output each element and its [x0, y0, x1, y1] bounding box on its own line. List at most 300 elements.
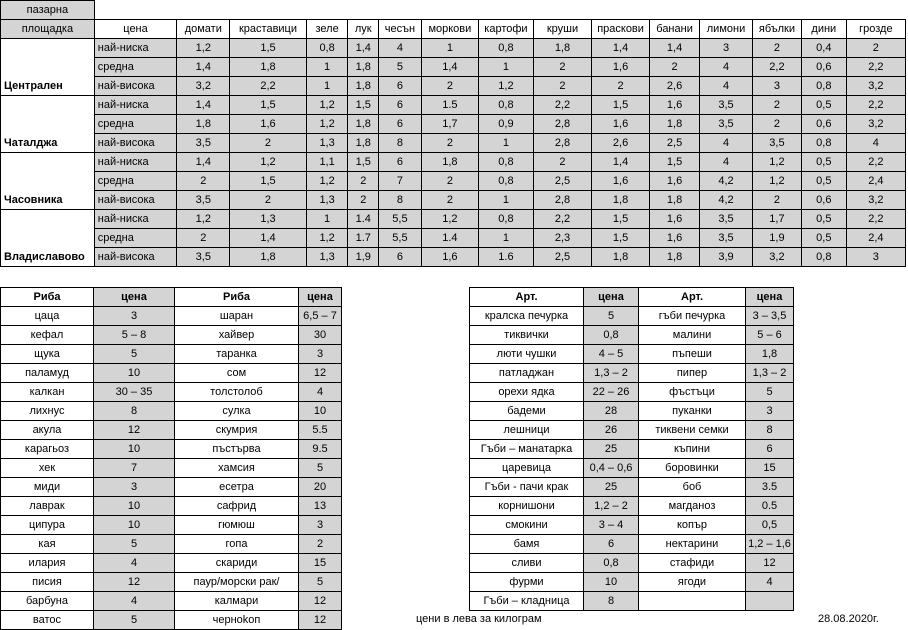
price-cell: 0,5 [801, 153, 846, 172]
table-row [1, 153, 906, 172]
article-name: царевица [470, 459, 584, 478]
price-cell: 1,4 [230, 229, 306, 248]
article-name: ягоди [639, 573, 746, 592]
price-cell: 2,4 [846, 229, 905, 248]
article-price: 5 [584, 307, 639, 326]
price-cell: 2 [177, 172, 230, 191]
fish-name: хек [1, 459, 94, 478]
fish-name: сафрид [175, 497, 299, 516]
price-cell: 1,2 [306, 96, 348, 115]
table-row [1, 115, 906, 134]
table-row [470, 459, 794, 478]
price-cell: 2,6 [650, 77, 700, 96]
price-cell: 1,8 [650, 248, 700, 267]
fish-name: кая [1, 535, 94, 554]
market-name: Централен [1, 39, 95, 96]
article-name: патладжан [470, 364, 584, 383]
price-cell: 2,2 [846, 210, 905, 229]
table-row [1, 210, 906, 229]
article-name: боровинки [639, 459, 746, 478]
price-cell: 1,4 [592, 153, 650, 172]
table-row [470, 554, 794, 573]
price-cell: 1 [478, 58, 533, 77]
price-cell: 1,8 [592, 191, 650, 210]
price-cell: 0,8 [478, 96, 533, 115]
price-cell: 2,8 [533, 191, 591, 210]
article-price: 3.5 [746, 478, 794, 497]
price-cell: 2 [348, 191, 379, 210]
price-cell: 1,6 [592, 115, 650, 134]
fish-price-header: цена [94, 288, 175, 307]
price-cell: 3 [753, 77, 802, 96]
table-row [1, 191, 906, 210]
price-cell: 3,2 [846, 77, 905, 96]
price-cell: 2 [230, 191, 306, 210]
article-price: 1,3 – 2 [584, 364, 639, 383]
table-row [1, 459, 342, 478]
price-cell: 1,8 [650, 191, 700, 210]
table-row [1, 516, 342, 535]
price-cell: 1,2 [753, 153, 802, 172]
price-cell: 1,6 [421, 248, 478, 267]
price-cell: 2 [421, 134, 478, 153]
article-name: Гъби - пачи крак [470, 478, 584, 497]
fish-price: 9.5 [299, 440, 342, 459]
price-cell: 1,5 [592, 210, 650, 229]
fish-name: скумрия [175, 421, 299, 440]
product-header: краставици [230, 20, 306, 39]
price-cell: 5,5 [379, 210, 422, 229]
table-row [470, 516, 794, 535]
date-note: 28.08.2020г. [818, 613, 879, 625]
price-cell: 1,8 [421, 153, 478, 172]
price-level: най-висока [94, 134, 177, 153]
price-cell: 0,6 [801, 58, 846, 77]
price-cell: 2,8 [533, 134, 591, 153]
article-name: бамя [470, 535, 584, 554]
article-name: нектарини [639, 535, 746, 554]
article-price: 28 [584, 402, 639, 421]
price-cell: 6 [379, 248, 422, 267]
price-cell: 5 [379, 58, 422, 77]
fish-name: паламуд [1, 364, 94, 383]
price-cell: 1,3 [306, 248, 348, 267]
article-name: тиквени семки [639, 421, 746, 440]
price-cell: 1,4 [177, 58, 230, 77]
articles-price-table [469, 287, 794, 611]
price-cell: 1,4 [348, 39, 379, 58]
table-row [1, 172, 906, 191]
price-cell: 1,2 [306, 172, 348, 191]
fish-price-header: цена [299, 288, 342, 307]
product-header: чесън [379, 20, 422, 39]
price-cell: 2,2 [533, 210, 591, 229]
price-cell: 1,3 [306, 134, 348, 153]
price-cell: 3,5 [753, 134, 802, 153]
table-row [1, 77, 906, 96]
fish-price: 5.5 [299, 421, 342, 440]
fish-price: 4 [94, 592, 175, 611]
fish-name: лихнус [1, 402, 94, 421]
table-row [1, 554, 342, 573]
price-level: най-ниска [94, 39, 177, 58]
price-cell: 2,2 [230, 77, 306, 96]
price-level: средна [94, 172, 177, 191]
price-cell: 0,8 [801, 248, 846, 267]
price-level: най-висока [94, 191, 177, 210]
fish-name: цаца [1, 307, 94, 326]
fish-name: пъстърва [175, 440, 299, 459]
price-cell: 2 [846, 39, 905, 58]
price-cell: 2 [177, 229, 230, 248]
article-name: люти чушки [470, 345, 584, 364]
unit-note: цени в лева за килограм [416, 613, 542, 625]
article-price: 0,8 [584, 554, 639, 573]
table-row [1, 96, 906, 115]
article-name: корнишони [470, 497, 584, 516]
price-cell: 1,2 [177, 39, 230, 58]
table-row [1, 229, 906, 248]
price-cell: 6 [379, 115, 422, 134]
price-cell: 1,2 [230, 153, 306, 172]
article-price: 8 [746, 421, 794, 440]
price-cell: 5,5 [379, 229, 422, 248]
article-name: фъстъци [639, 383, 746, 402]
price-cell: 2,4 [846, 172, 905, 191]
fish-price: 12 [299, 364, 342, 383]
price-cell: 2 [533, 58, 591, 77]
price-cell: 1,7 [753, 210, 802, 229]
table-row [470, 364, 794, 383]
price-cell: 1,6 [592, 172, 650, 191]
price-cell: 1 [478, 191, 533, 210]
table-row [1, 364, 342, 383]
price-level-header: цена [94, 20, 177, 39]
product-header: ябълки [753, 20, 802, 39]
price-cell: 6 [379, 77, 422, 96]
article-price: 15 [746, 459, 794, 478]
fish-price: 10 [94, 497, 175, 516]
price-cell: 1,5 [348, 96, 379, 115]
fish-price: 20 [299, 478, 342, 497]
fish-name: акула [1, 421, 94, 440]
table-row [1, 248, 906, 267]
price-level: средна [94, 58, 177, 77]
price-cell: 2 [753, 96, 802, 115]
price-cell: 0,6 [801, 115, 846, 134]
market-price-table [0, 0, 906, 267]
price-cell: 3,5 [700, 210, 753, 229]
article-price: 3 – 4 [584, 516, 639, 535]
price-cell: 2,8 [533, 115, 591, 134]
fish-price: 2 [299, 535, 342, 554]
price-cell: 1,2 [753, 172, 802, 191]
price-cell: 1,7 [421, 115, 478, 134]
price-cell: 0,8 [801, 134, 846, 153]
price-cell: 1,3 [306, 191, 348, 210]
table-row [470, 478, 794, 497]
price-cell: 1,4 [421, 58, 478, 77]
article-price: 1,2 – 2 [584, 497, 639, 516]
price-cell: 4 [700, 134, 753, 153]
price-cell: 3,5 [177, 134, 230, 153]
price-cell: 1,5 [230, 172, 306, 191]
table-row [1, 573, 342, 592]
price-cell: 1 [478, 229, 533, 248]
price-cell: 1,4 [592, 39, 650, 58]
table-row [1, 383, 342, 402]
article-price: 25 [584, 478, 639, 497]
price-cell: 0,8 [478, 153, 533, 172]
table-row [1, 535, 342, 554]
article-price: 0.5 [746, 497, 794, 516]
price-cell: 3,2 [753, 248, 802, 267]
article-name: смокини [470, 516, 584, 535]
fish-name: илария [1, 554, 94, 573]
price-cell: 2,5 [533, 248, 591, 267]
article-price: 1,2 – 1,6 [746, 535, 794, 554]
table-row [470, 440, 794, 459]
price-cell: 0,8 [478, 172, 533, 191]
price-cell: 0,4 [801, 39, 846, 58]
price-cell: 1,6 [650, 210, 700, 229]
table-row [470, 573, 794, 592]
article-name: пъпеши [639, 345, 746, 364]
product-header: грозде [846, 20, 905, 39]
article-name: пипер [639, 364, 746, 383]
article-price: 3 [746, 402, 794, 421]
fish-name: шаран [175, 307, 299, 326]
table-row [470, 402, 794, 421]
article-name: кралска печурка [470, 307, 584, 326]
fish-price: 5 [94, 611, 175, 630]
fish-name: таранка [175, 345, 299, 364]
fish-name: калмари [175, 592, 299, 611]
article-name: къпини [639, 440, 746, 459]
article-price-header: цена [746, 288, 794, 307]
article-price: 4 [746, 573, 794, 592]
article-price: 0,4 – 0,6 [584, 459, 639, 478]
price-cell: 2,3 [533, 229, 591, 248]
price-cell: 2 [421, 191, 478, 210]
fish-price: 4 [299, 383, 342, 402]
fish-price: 5 [299, 459, 342, 478]
product-header: зеле [306, 20, 348, 39]
fish-price: 15 [299, 554, 342, 573]
price-cell: 3,5 [700, 96, 753, 115]
table-row [1, 58, 906, 77]
fish-name: ватос [1, 611, 94, 630]
table-row [470, 535, 794, 554]
price-level: най-ниска [94, 153, 177, 172]
article-name [639, 592, 746, 611]
price-cell: 2 [421, 77, 478, 96]
product-header: моркови [421, 20, 478, 39]
price-cell: 7 [379, 172, 422, 191]
price-cell: 2 [533, 77, 591, 96]
price-cell: 0,9 [478, 115, 533, 134]
fish-name: кефал [1, 326, 94, 345]
fish-price: 30 [299, 326, 342, 345]
article-name: Гъби – кладница [470, 592, 584, 611]
article-price: 0,5 [746, 516, 794, 535]
table-row [1, 307, 342, 326]
fish-price: 3 [94, 478, 175, 497]
fish-price: 7 [94, 459, 175, 478]
article-name: малини [639, 326, 746, 345]
market-name: Чаталджа [1, 96, 95, 153]
article-name: сливи [470, 554, 584, 573]
product-header: картофи [478, 20, 533, 39]
article-name: бадеми [470, 402, 584, 421]
price-cell: 3,2 [177, 77, 230, 96]
article-name: копър [639, 516, 746, 535]
fish-price: 12 [94, 421, 175, 440]
fish-name: щука [1, 345, 94, 364]
article-price: 26 [584, 421, 639, 440]
price-cell: 1,4 [177, 153, 230, 172]
price-cell: 3,5 [177, 191, 230, 210]
article-price: 4 – 5 [584, 345, 639, 364]
price-cell: 1,2 [306, 229, 348, 248]
table-row [470, 383, 794, 402]
fish-name: барбуна [1, 592, 94, 611]
article-price: 22 – 26 [584, 383, 639, 402]
price-cell: 2 [753, 191, 802, 210]
fish-price: 30 – 35 [94, 383, 175, 402]
price-cell: 3 [700, 39, 753, 58]
article-name: магданоз [639, 497, 746, 516]
product-header: домати [177, 20, 230, 39]
article-price: 8 [584, 592, 639, 611]
price-cell: 1.5 [421, 96, 478, 115]
table-row [470, 307, 794, 326]
article-price: 6 [584, 535, 639, 554]
price-cell: 2 [533, 153, 591, 172]
price-cell: 4,2 [700, 172, 753, 191]
article-price: 1,3 – 2 [746, 364, 794, 383]
table-row [470, 497, 794, 516]
price-cell: 1,8 [348, 134, 379, 153]
fish-name: калкан [1, 383, 94, 402]
fish-name: черноkоп [175, 611, 299, 630]
price-cell: 1,6 [650, 96, 700, 115]
price-cell: 0,8 [306, 39, 348, 58]
header-row-1 [1, 1, 906, 20]
fish-price: 10 [94, 364, 175, 383]
price-cell: 0,8 [478, 210, 533, 229]
table-row [1, 478, 342, 497]
price-cell: 2,2 [846, 58, 905, 77]
table-row [1, 326, 342, 345]
table-row [470, 326, 794, 345]
price-cell: 4 [700, 153, 753, 172]
price-cell: 2 [348, 172, 379, 191]
price-cell: 6 [379, 96, 422, 115]
price-level: най-ниска [94, 96, 177, 115]
fish-price: 5 [94, 535, 175, 554]
table-row [1, 134, 906, 153]
price-cell: 1.4 [348, 210, 379, 229]
price-cell: 2 [230, 134, 306, 153]
table-row [1, 345, 342, 364]
fish-name: писия [1, 573, 94, 592]
price-cell: 0,8 [478, 39, 533, 58]
price-cell: 1,6 [230, 115, 306, 134]
price-cell: 1,4 [177, 96, 230, 115]
article-price: 10 [584, 573, 639, 592]
article-price: 5 – 6 [746, 326, 794, 345]
price-cell: 2,2 [533, 96, 591, 115]
fish-price: 4 [94, 554, 175, 573]
product-header: дини [801, 20, 846, 39]
price-cell: 2,6 [592, 134, 650, 153]
price-cell: 1,8 [230, 248, 306, 267]
price-cell: 2,2 [846, 153, 905, 172]
price-cell: 1,8 [348, 115, 379, 134]
table-row [1, 421, 342, 440]
article-name: боб [639, 478, 746, 497]
article-price: 5 [746, 383, 794, 402]
fish-name: лаврак [1, 497, 94, 516]
fish-name: хайвер [175, 326, 299, 345]
article-price: 6 [746, 440, 794, 459]
price-level: най-висока [94, 77, 177, 96]
article-name: фурми [470, 573, 584, 592]
price-cell: 4 [700, 58, 753, 77]
price-cell: 1,2 [177, 210, 230, 229]
article-name: гъби печурка [639, 307, 746, 326]
fish-name: миди [1, 478, 94, 497]
fish-price: 8 [94, 402, 175, 421]
fish-name: сом [175, 364, 299, 383]
article-col-header: Арт. [470, 288, 584, 307]
price-cell: 6 [379, 153, 422, 172]
price-level: средна [94, 229, 177, 248]
fish-col-header: Риба [1, 288, 94, 307]
market-name: Часовника [1, 153, 95, 210]
price-cell: 1 [306, 58, 348, 77]
table-row [1, 402, 342, 421]
price-cell: 2 [421, 172, 478, 191]
article-price: 3 – 3,5 [746, 307, 794, 326]
price-cell: 0,8 [801, 77, 846, 96]
price-cell: 3,5 [177, 248, 230, 267]
price-cell: 1,5 [650, 153, 700, 172]
price-cell: 1,8 [348, 77, 379, 96]
fish-price: 5 – 8 [94, 326, 175, 345]
fish-header-row [1, 288, 342, 307]
header-row-2 [1, 20, 906, 39]
price-cell: 1,8 [650, 115, 700, 134]
price-cell: 1,5 [230, 96, 306, 115]
fish-name: карагьоз [1, 440, 94, 459]
price-level: средна [94, 115, 177, 134]
fish-price: 13 [299, 497, 342, 516]
fish-price: 10 [299, 402, 342, 421]
table-row [1, 39, 906, 58]
price-cell: 1.4 [421, 229, 478, 248]
product-header: лук [348, 20, 379, 39]
article-name: Гъби – манатарка [470, 440, 584, 459]
price-cell: 2,2 [753, 58, 802, 77]
article-name: пуканки [639, 402, 746, 421]
market-header-line2: площадка [1, 20, 95, 39]
table-row [1, 592, 342, 611]
price-level: най-ниска [94, 210, 177, 229]
articles-header-row [470, 288, 794, 307]
fish-price: 3 [94, 307, 175, 326]
